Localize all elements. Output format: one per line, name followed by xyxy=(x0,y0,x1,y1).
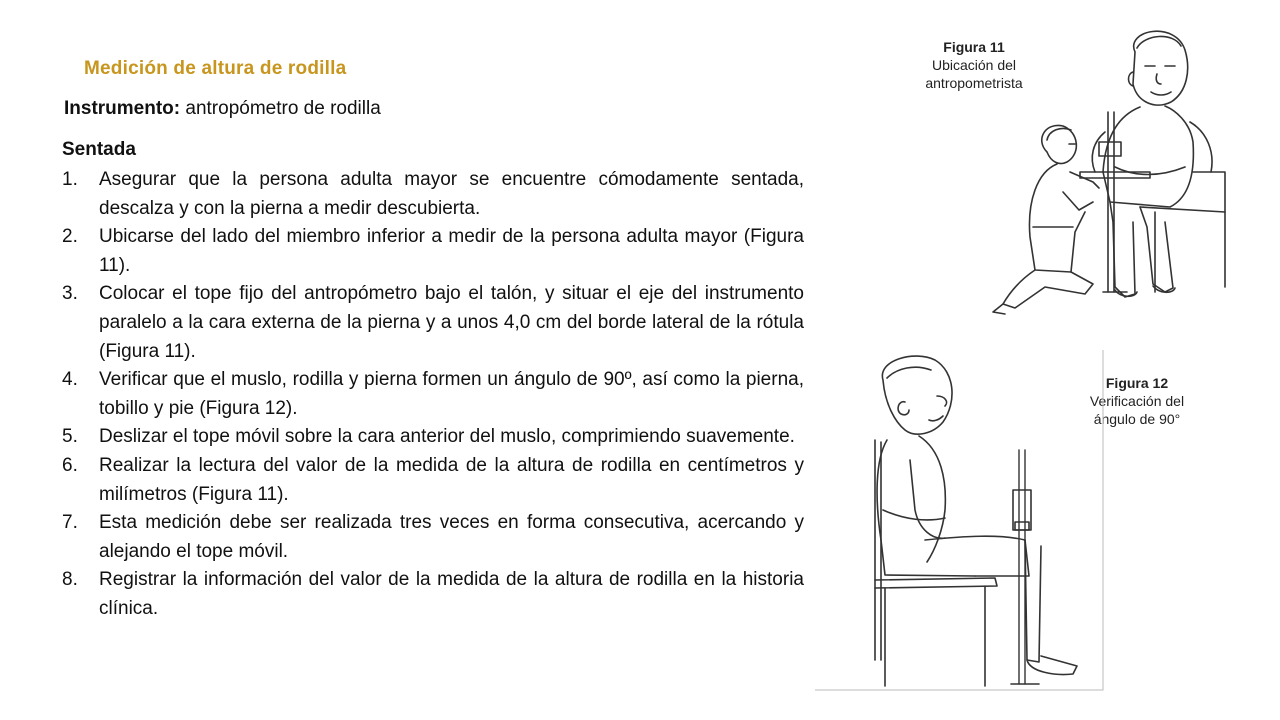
instrument-value: antropómetro de rodilla xyxy=(180,98,381,119)
list-item xyxy=(62,452,804,509)
step-text: Esta medición debe ser realizada tres veces en forma consecutiva, acercando y alejando el tope móvil. xyxy=(99,512,804,562)
instrument-label: Instrumento: xyxy=(64,98,181,119)
page-title: Medición de altura de rodilla xyxy=(84,58,347,79)
step-number: 7. xyxy=(62,512,78,534)
list-item xyxy=(62,566,804,623)
figure-12-caption-line2: ángulo de 90° xyxy=(1093,411,1181,427)
figure-12-caption-line1: Verificación del xyxy=(1089,393,1185,409)
figure-11-caption-line1: Ubicación del xyxy=(931,57,1017,73)
figure-12-illustration xyxy=(815,350,1105,692)
list-item xyxy=(62,280,804,366)
list-item xyxy=(62,423,804,452)
step-text: Colocar el tope fijo del antropómetro bajo el talón, y situar el eje del instrumento paralelo a la cara externa de la pierna y a unos 4,0 cm del borde lateral de la rótula (Figura 11). xyxy=(99,283,804,362)
steps-list xyxy=(62,166,804,624)
step-number: 4. xyxy=(62,369,78,391)
step-number: 2. xyxy=(62,226,78,248)
list-item xyxy=(62,366,804,423)
instrument-line xyxy=(64,98,381,120)
step-number: 3. xyxy=(62,283,78,305)
step-number: 8. xyxy=(62,569,78,591)
figure-12-label: Figura 12 xyxy=(1105,375,1169,391)
step-number: 6. xyxy=(62,454,78,476)
figure-11-illustration xyxy=(975,22,1250,322)
step-text: Realizar la lectura del valor de la medida de la altura de rodilla en centímetros y milímetros (Figura 11). xyxy=(99,454,804,505)
step-number: 1. xyxy=(62,169,78,190)
section-heading: Sentada xyxy=(62,139,136,160)
step-text: Ubicarse del lado del miembro inferior a medir de la persona adulta mayor (Figura 11). xyxy=(99,226,804,276)
list-item xyxy=(62,509,804,566)
list-item xyxy=(62,166,804,223)
list-item xyxy=(62,223,804,280)
figure-11-caption-line2: antropometrista xyxy=(925,75,1023,91)
step-text: Deslizar el tope móvil sobre la cara anterior del muslo, comprimiendo suavemente. xyxy=(99,426,795,448)
step-text: Verificar que el muslo, rodilla y pierna formen un ángulo de 90º, así como la pierna, tobillo y pie (Figura 12). xyxy=(99,369,804,419)
step-text: Registrar la información del valor de la medida de la altura de rodilla en la historia clínica. xyxy=(99,569,804,619)
figure-11-label: Figura 11 xyxy=(943,39,1005,55)
step-text: Asegurar que la persona adulta mayor se encuentre cómodamente sentada, descalza y con la pierna a medir descubierta. xyxy=(99,169,804,219)
step-number: 5. xyxy=(62,426,78,448)
